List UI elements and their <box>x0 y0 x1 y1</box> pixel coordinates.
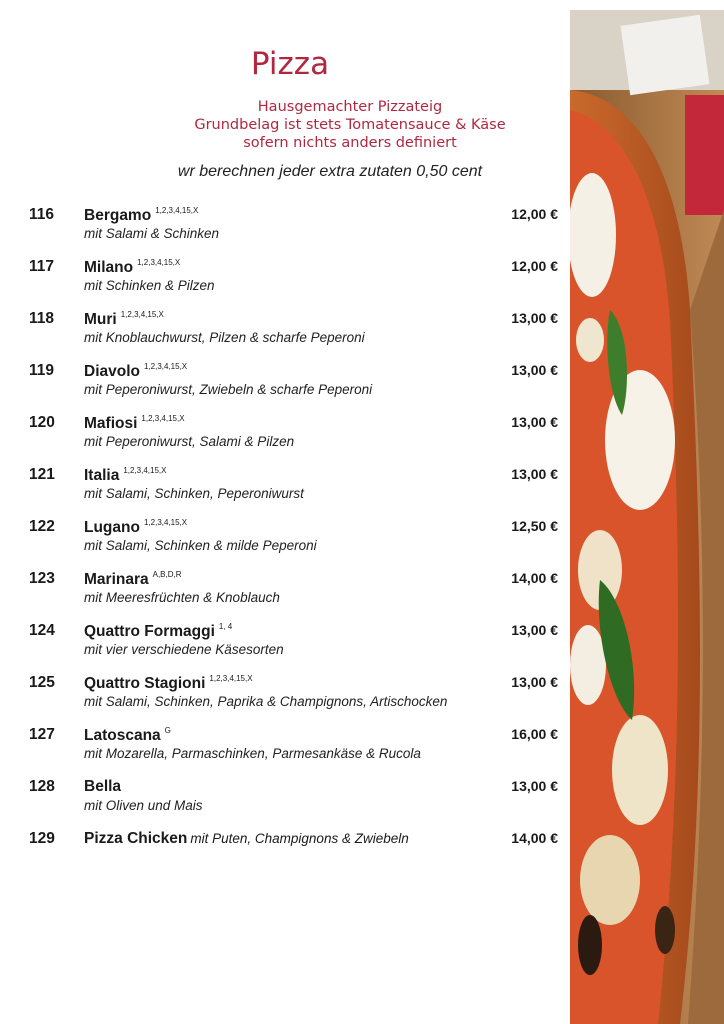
item-description: mit Knoblauchwurst, Pilzen & scharfe Peperoni <box>84 330 365 345</box>
item-name-text: Pizza Chicken <box>84 830 188 847</box>
item-number: 120 <box>29 414 55 431</box>
item-number: 122 <box>29 518 55 535</box>
item-name <box>84 622 232 641</box>
item-name <box>84 830 409 848</box>
item-name-text: Italia <box>84 467 120 484</box>
item-number: 121 <box>29 466 55 483</box>
allergen-codes: 1,2,3,4,15,X <box>155 206 199 215</box>
item-price: 12,00 € <box>511 258 558 274</box>
subtitle-line: Hausgemachter Pizzateig <box>257 99 443 115</box>
item-name <box>84 258 180 277</box>
item-name <box>84 726 171 745</box>
item-price: 13,00 € <box>511 778 558 794</box>
allergen-codes: 1,2,3,4,15,X <box>143 518 188 527</box>
item-name-text: Quattro Stagioni <box>84 675 206 692</box>
subtitle-line: Grundbelag ist stets Tomatensauce & Käse <box>194 117 506 133</box>
item-price: 13,00 € <box>511 674 558 690</box>
item-number: 125 <box>29 674 55 691</box>
item-description: mit Meeresfrüchten & Knoblauch <box>84 590 280 605</box>
item-description: mit Salami, Schinken, Paprika & Champignons, Artischocken <box>84 694 448 709</box>
item-name-text: Milano <box>84 259 134 276</box>
pizza-photo-icon <box>570 10 724 1024</box>
pizza-photo <box>570 10 724 1024</box>
item-name <box>84 310 164 329</box>
item-name <box>84 674 253 693</box>
item-number: 116 <box>29 206 55 223</box>
item-description: mit Oliven und Mais <box>84 798 203 813</box>
item-name <box>84 414 185 433</box>
item-price: 12,50 € <box>511 518 558 534</box>
menu-item <box>0 516 570 568</box>
item-name <box>84 206 198 225</box>
item-description: mit Puten, Champignons & Zwiebeln <box>190 831 409 846</box>
allergen-codes: 1,2,3,4,15,X <box>143 362 188 371</box>
item-name <box>84 362 187 381</box>
item-description: mit Salami, Schinken, Peperoniwurst <box>84 486 304 501</box>
allergen-codes: G <box>164 726 171 735</box>
item-number: 124 <box>29 622 55 639</box>
item-number: 118 <box>29 310 55 327</box>
item-number: 127 <box>29 726 55 743</box>
allergen-codes: 1,2,3,4,15,X <box>123 466 167 475</box>
item-name-text: Diavolo <box>84 363 140 380</box>
menu-item <box>0 828 570 880</box>
item-name-text: Quattro Formaggi <box>84 623 215 640</box>
item-number: 129 <box>29 830 55 847</box>
item-name-text: Latoscana <box>84 727 161 744</box>
item-price: 13,00 € <box>511 362 558 378</box>
menu-item <box>0 360 570 412</box>
menu-item <box>0 724 570 776</box>
item-description: mit Peperoniwurst, Salami & Pilzen <box>84 434 295 449</box>
item-price: 13,00 € <box>511 622 558 638</box>
item-description: mit vier verschiedene Käsesorten <box>84 642 284 657</box>
item-price: 14,00 € <box>511 570 558 586</box>
item-number: 123 <box>29 570 55 587</box>
item-name <box>84 466 166 485</box>
item-name <box>84 778 121 796</box>
item-price: 16,00 € <box>511 726 558 742</box>
item-name-text: Lugano <box>84 519 140 536</box>
item-price: 12,00 € <box>511 206 558 222</box>
item-description: mit Schinken & Pilzen <box>84 278 215 293</box>
item-description: mit Salami & Schinken <box>84 226 220 241</box>
item-name-text: Bella <box>84 778 122 795</box>
item-description: mit Peperoniwurst, Zwiebeln & scharfe Peperoni <box>84 382 373 397</box>
item-name-text: Bergamo <box>84 207 152 224</box>
item-number: 128 <box>29 778 55 795</box>
item-number: 117 <box>29 258 55 275</box>
allergen-codes: 1, 4 <box>218 622 233 631</box>
extra-charge-note: wr berechnen jeder extra zutaten 0,50 cent <box>177 163 483 180</box>
menu-item <box>0 620 570 672</box>
item-name-text: Mafiosi <box>84 415 138 432</box>
menu-item <box>0 256 570 308</box>
allergen-codes: A,B,D,R <box>152 570 182 579</box>
menu-item <box>0 308 570 360</box>
allergen-codes: 1,2,3,4,15,X <box>137 258 181 267</box>
allergen-codes: 1,2,3,4,15,X <box>120 310 164 319</box>
item-description: mit Salami, Schinken & milde Peperoni <box>84 538 317 553</box>
subtitle <box>160 98 540 152</box>
item-price: 13,00 € <box>511 310 558 326</box>
item-price: 13,00 € <box>511 466 558 482</box>
menu-item <box>0 568 570 620</box>
item-description: mit Mozarella, Parmaschinken, Parmesankäse & Rucola <box>84 746 421 761</box>
menu-item <box>0 776 570 828</box>
item-price: 14,00 € <box>511 830 558 846</box>
menu-item <box>0 672 570 724</box>
item-name-text: Marinara <box>84 571 149 588</box>
menu-item <box>0 204 570 256</box>
item-name-text: Muri <box>84 311 117 328</box>
item-number: 119 <box>29 362 55 379</box>
menu-item <box>0 412 570 464</box>
menu-item <box>0 464 570 516</box>
allergen-codes: 1,2,3,4,15,X <box>141 414 185 423</box>
menu-list <box>0 204 570 880</box>
item-name <box>84 570 182 589</box>
item-name <box>84 518 187 537</box>
item-price: 13,00 € <box>511 414 558 430</box>
page-title: Pizza <box>250 46 330 82</box>
allergen-codes: 1,2,3,4,15,X <box>209 674 253 683</box>
subtitle-line: sofern nichts anders definiert <box>243 135 457 151</box>
